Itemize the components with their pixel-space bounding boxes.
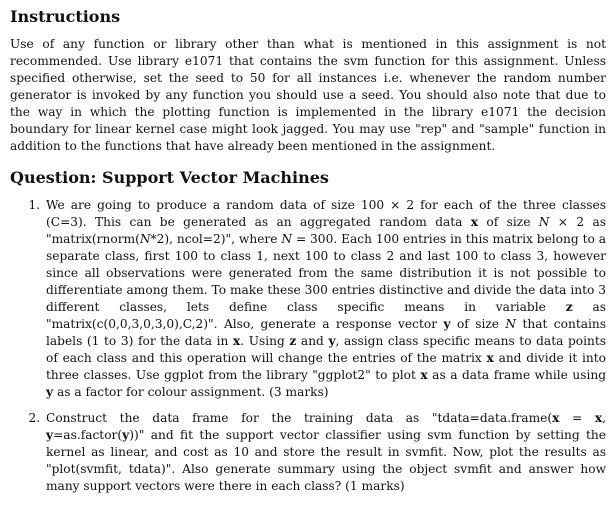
question-list <box>10 197 606 495</box>
q2-text: Construct the data frame for the training data as "tdata=data.frame( <box>46 411 553 425</box>
question-item-2 <box>44 410 606 495</box>
var-z: z <box>289 334 297 348</box>
q1-text: as "matrix(c(0,0,3,0,3,0),C,2)". Also, generate a response vector <box>46 300 606 331</box>
q1-text: and <box>296 334 329 348</box>
q2-text: = <box>559 411 595 425</box>
var-N: N <box>538 215 550 229</box>
var-x: x <box>594 411 603 425</box>
var-N: N <box>505 317 517 331</box>
q1-text: = 300. Each 100 entries in this matrix belong to a separate class, first 100 to class 1, next 100 to class 2 and last 100 to class 3, however since all observations were generated from the same distribution it is not possible to differentiate among them. To make these 300 entries distinctive and divide the data into 3 different classes, lets define class specific means in variable <box>46 232 606 314</box>
var-x: x <box>552 411 560 425</box>
instructions-heading: Instructions <box>10 7 121 26</box>
question-heading: Question: Support Vector Machines <box>10 168 329 187</box>
q1-text: and divide it into three classes. Use ggplot from the library "ggplot2" to plot <box>46 351 606 382</box>
q1-text: We are going to produce a random data of size 100 × 2 for each of the three classes (C=3). This can be generated as an aggregated random data <box>46 198 606 229</box>
q1-text: as a data frame while using <box>427 368 607 382</box>
var-y: y <box>122 428 130 442</box>
instructions-body: Use of any function or library other than what is mentioned in this assignment is not recommended. Use library e1071 that contains the svm function for this assignment. Unless specified otherwise, set the seed to 50 for all instances i.e. whenever the random number generator is invoked by any function you should use a seed. You should also note that due to the way in which the plotting function is implemented in the library e1071 the decision boundary for linear kernel case might look jagged. You may use "rep" and "sample" function in addition to the functions that have already been mentioned in the assignment. <box>10 37 606 153</box>
q2-text: , <box>602 411 606 425</box>
var-x: x <box>470 215 479 229</box>
q1-text: , assign class specific means to data points of each class and this operation will change the entries of the matrix <box>46 334 606 365</box>
var-y: y <box>46 428 54 442</box>
var-y: y <box>443 317 451 331</box>
q1-text: that contains labels (1 to 3) for the data in <box>46 317 606 348</box>
var-x: x <box>232 334 241 348</box>
q1-text: × 2 as "matrix(rnorm( <box>46 215 606 246</box>
q1-text: of size <box>478 215 539 229</box>
var-z: z <box>565 300 573 314</box>
var-x: x <box>420 368 428 382</box>
var-x: x <box>486 351 494 365</box>
var-y: y <box>328 334 336 348</box>
question-item-1 <box>44 197 606 401</box>
q1-text: *2), ncol=2)", where <box>150 232 282 246</box>
q2-text: =as.factor( <box>53 428 123 442</box>
q1-text: . Using <box>240 334 290 348</box>
q1-text: as a factor for colour assignment. (3 marks) <box>53 385 329 399</box>
var-y: y <box>46 385 54 399</box>
q2-text: ))" and fit the support vector classifier using svm function by setting the kernel as linear, and cost as 10 and store the result in svmfit. Now, plot the results as "plot(svmfit, tdata)". Also generate summary using the object svmfit and answer how many support vectors were there in each class? (1 marks) <box>46 428 606 493</box>
var-N: N <box>281 232 293 246</box>
q1-text: of size <box>450 317 506 331</box>
var-N: N <box>139 232 151 246</box>
